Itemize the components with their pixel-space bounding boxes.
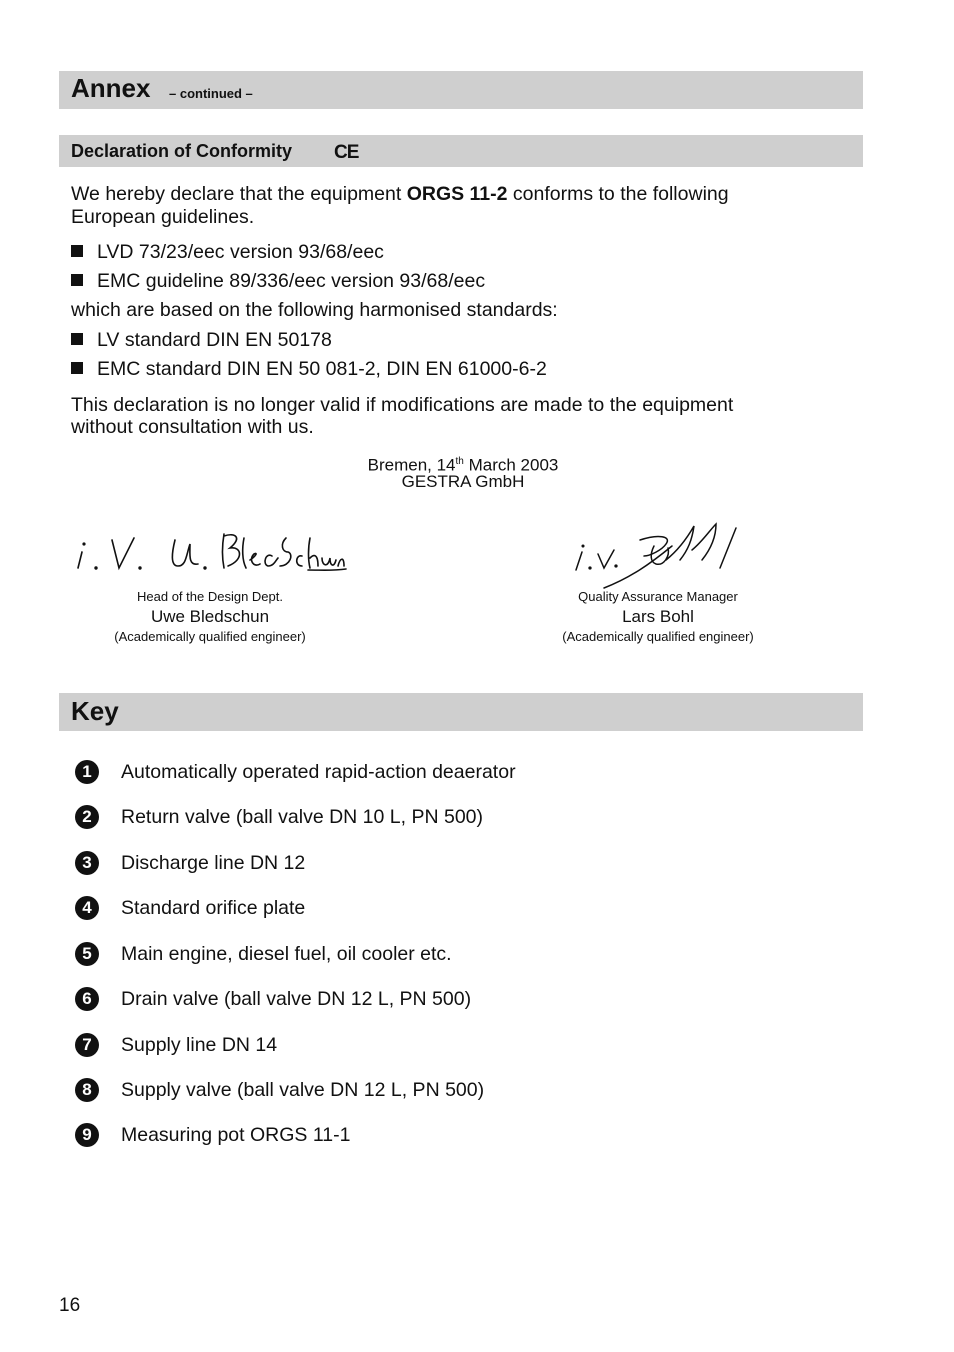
guideline-label: LVD 73/23/eec version 93/68/eec bbox=[97, 241, 384, 263]
key-item-label: Measuring pot ORGS 11-1 bbox=[121, 1124, 351, 1146]
signatory-qualification: (Academically qualified engineer) bbox=[562, 629, 754, 644]
standard-label: EMC standard DIN EN 50 081-2, DIN EN 61000-6-2 bbox=[97, 358, 547, 380]
intro-line2: European guidelines. bbox=[71, 206, 255, 228]
standard-label: LV standard DIN EN 50178 bbox=[97, 329, 332, 351]
intro-post: conforms to the following bbox=[507, 183, 729, 205]
key-item-label: Main engine, diesel fuel, oil cooler etc. bbox=[121, 943, 452, 965]
guideline-item bbox=[71, 270, 485, 292]
signatory-quality bbox=[498, 589, 818, 645]
page-number: 16 bbox=[59, 1295, 81, 1316]
validity-line1: This declaration is no longer valid if modifications are made to the equipment bbox=[71, 394, 734, 416]
signatory-name: Lars Bohl bbox=[622, 607, 694, 626]
declaration-header bbox=[59, 135, 863, 167]
annex-title: Annex bbox=[71, 73, 151, 103]
bullet-square-icon bbox=[71, 333, 83, 345]
number-9-icon: 9 bbox=[75, 1123, 99, 1147]
number-1-icon: 1 bbox=[75, 760, 99, 784]
standard-item bbox=[71, 329, 332, 351]
key-item-label: Supply line DN 14 bbox=[121, 1034, 278, 1056]
signatory-name: Uwe Bledschun bbox=[150, 607, 270, 626]
signature-bledschun bbox=[72, 530, 347, 578]
key-header bbox=[59, 693, 863, 731]
signature-bohl bbox=[570, 520, 745, 590]
declaration-intro bbox=[71, 183, 729, 205]
number-2-icon: 2 bbox=[75, 805, 99, 829]
number-8-icon: 8 bbox=[75, 1078, 99, 1102]
place-date-sup: th bbox=[455, 456, 464, 467]
key-item-label: Discharge line DN 12 bbox=[121, 852, 306, 874]
declaration-heading: Declaration of Conformity bbox=[71, 141, 293, 161]
standard-item bbox=[71, 358, 547, 380]
key-item-label: Drain valve (ball valve DN 12 L, PN 500) bbox=[121, 988, 472, 1010]
bullet-square-icon bbox=[71, 362, 83, 374]
equipment-name: ORGS 11-2 bbox=[406, 183, 508, 205]
guideline-item bbox=[71, 241, 384, 263]
number-6-icon: 6 bbox=[75, 987, 99, 1011]
key-item-label: Supply valve (ball valve DN 12 L, PN 500) bbox=[121, 1079, 485, 1101]
number-7-icon: 7 bbox=[75, 1033, 99, 1057]
number-5-icon: 5 bbox=[75, 942, 99, 966]
validity-line2: without consultation with us. bbox=[71, 416, 314, 438]
key-item-label: Standard orifice plate bbox=[121, 897, 306, 919]
place-date-pre: Bremen, 14 bbox=[367, 455, 456, 475]
key-item-label: Automatically operated rapid-action deaerator bbox=[121, 761, 516, 783]
bullet-square-icon bbox=[71, 245, 83, 257]
annex-header bbox=[59, 71, 863, 109]
company-name: GESTRA GmbH bbox=[401, 472, 525, 491]
number-4-icon: 4 bbox=[75, 896, 99, 920]
based-on-text: which are based on the following harmonised standards: bbox=[71, 299, 558, 321]
signatory-role: Quality Assurance Manager bbox=[578, 589, 738, 604]
bullet-square-icon bbox=[71, 274, 83, 286]
signatory-role: Head of the Design Dept. bbox=[137, 589, 283, 604]
place-date-post: March 2003 bbox=[463, 455, 559, 475]
number-3-icon: 3 bbox=[75, 851, 99, 875]
signatory-design bbox=[50, 589, 370, 645]
signatory-qualification: (Academically qualified engineer) bbox=[114, 629, 306, 644]
intro-pre: We hereby declare that the equipment bbox=[71, 183, 407, 205]
guideline-label: EMC guideline 89/336/eec version 93/68/eec bbox=[97, 270, 486, 292]
key-item-label: Return valve (ball valve DN 10 L, PN 500) bbox=[121, 806, 483, 828]
key-title: Key bbox=[71, 696, 119, 726]
annex-subtitle: – continued – bbox=[169, 86, 253, 101]
ce-mark-icon: CE bbox=[334, 142, 359, 163]
